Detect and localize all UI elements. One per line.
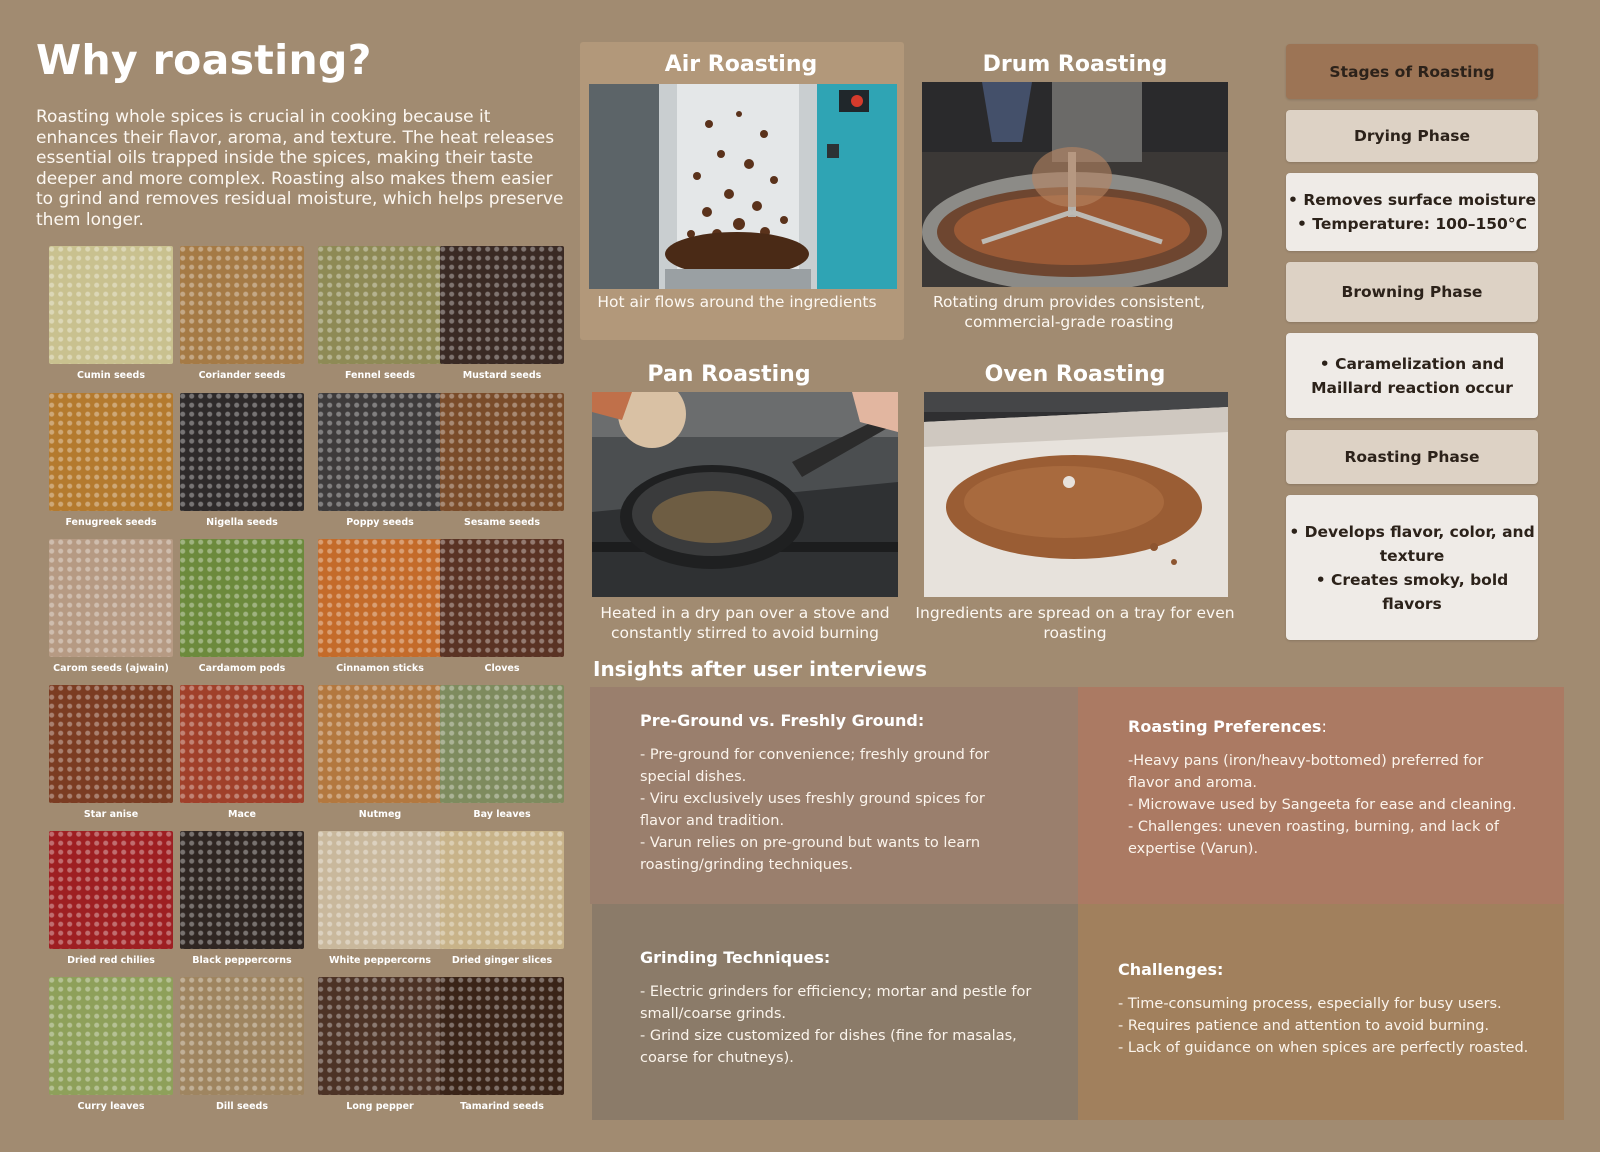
page-title: Why roasting? <box>36 36 372 84</box>
method-pan-roasting <box>574 362 890 642</box>
spice-label: Nutmeg <box>358 809 402 820</box>
stage-point: • Caramelization and <box>1319 354 1505 373</box>
spice-photo <box>180 393 304 511</box>
method-oven-roasting <box>915 362 1235 642</box>
spice-card <box>180 831 304 966</box>
spice-label: Dried red chilies <box>67 955 155 966</box>
spice-photo <box>180 831 304 949</box>
spice-photo <box>440 246 564 364</box>
browning-phase-label: Browning Phase <box>1286 262 1538 322</box>
stage-point: • Removes surface moisture <box>1288 191 1536 209</box>
spice-photo <box>318 246 442 364</box>
insight-heading: Roasting Preferences <box>1128 717 1322 736</box>
spice-card <box>180 246 304 381</box>
spice-photo <box>440 685 564 803</box>
spice-card <box>318 977 442 1112</box>
stage-point: Maillard reaction occur <box>1311 378 1513 397</box>
stage-point: • Creates smoky, bold <box>1315 570 1509 589</box>
drying-phase-details <box>1286 173 1538 251</box>
spice-photo <box>49 539 173 657</box>
spice-photo <box>440 393 564 511</box>
spice-label: Bay leaves <box>473 809 531 820</box>
insight-point: - Challenges: uneven roasting, burning, and lack of expertise (Varun). <box>1128 819 1499 857</box>
insight-point: - Requires patience and attention to avoid burning. <box>1118 1018 1490 1034</box>
insight-point: - Grind size customized for dishes (fine for masalas, coarse for chutneys). <box>640 1028 1017 1066</box>
spice-card <box>49 831 173 966</box>
insight-grinding-techniques <box>592 904 1078 1120</box>
roasting-phase-label: Roasting Phase <box>1286 430 1538 484</box>
spice-photo <box>180 246 304 364</box>
spice-photo <box>318 977 442 1095</box>
spice-card <box>180 977 304 1112</box>
spice-card <box>440 393 564 528</box>
spice-card <box>49 393 173 528</box>
spice-label: Carom seeds (ajwain) <box>53 663 169 674</box>
spice-label: Poppy seeds <box>346 517 414 528</box>
spice-label: White peppercorns <box>328 955 432 966</box>
spice-photo <box>318 685 442 803</box>
method-description: Ingredients are spread on a tray for even roasting <box>915 604 1235 642</box>
spice-label: Nigella seeds <box>206 517 278 528</box>
drying-phase-label: Drying Phase <box>1286 110 1538 162</box>
spice-label: Cardamom pods <box>198 663 286 674</box>
method-drum-roasting <box>918 52 1232 331</box>
heading-colon: : <box>1321 717 1327 736</box>
spice-photo <box>49 393 173 511</box>
insight-heading: Pre-Ground vs. Freshly Ground: <box>640 711 925 730</box>
method-description: Heated in a dry pan over a stove and constantly stirred to avoid burning <box>600 604 890 642</box>
spice-card <box>440 246 564 381</box>
spice-card <box>318 246 442 381</box>
spice-label: Star anise <box>83 809 139 820</box>
drum-roasting-photo <box>922 82 1228 287</box>
spice-card <box>440 539 564 674</box>
method-title: Pan Roasting <box>647 362 811 387</box>
stage-point: • Develops flavor, color, and <box>1289 522 1535 541</box>
spice-label: Dill seeds <box>216 1101 268 1112</box>
method-description: Rotating drum provides consistent, commercial-grade roasting <box>932 293 1206 331</box>
spice-photo <box>49 246 173 364</box>
spice-photo <box>318 831 442 949</box>
spice-card <box>180 539 304 674</box>
stage-point: texture <box>1379 546 1445 565</box>
spice-card <box>180 393 304 528</box>
spice-photo <box>440 831 564 949</box>
spice-card <box>318 393 442 528</box>
spice-card <box>49 539 173 674</box>
spice-card <box>180 685 304 820</box>
spice-label: Mace <box>228 809 256 820</box>
spice-photo <box>318 393 442 511</box>
spice-label: Fennel seeds <box>344 370 416 381</box>
stage-point: flavors <box>1382 594 1442 613</box>
spice-label: Curry leaves <box>77 1101 145 1112</box>
spice-photo <box>440 539 564 657</box>
roasting-phase-details <box>1286 495 1538 640</box>
spice-card <box>440 831 564 966</box>
insight-point: - Pre-ground for convenience; freshly ground for special dishes. <box>640 747 990 785</box>
spice-label: Cloves <box>484 663 520 674</box>
spice-label: Tamarind seeds <box>460 1101 544 1112</box>
spice-label: Cinnamon sticks <box>336 663 424 674</box>
spice-card <box>318 685 442 820</box>
spice-photo <box>180 977 304 1095</box>
air-roasting-photo <box>589 84 897 289</box>
method-title: Drum Roasting <box>982 52 1168 77</box>
stage-point: • Temperature: 100–150°C <box>1297 215 1527 233</box>
insight-point: - Viru exclusively uses freshly ground spices for flavor and tradition. <box>640 791 985 829</box>
intro-paragraph: Roasting whole spices is crucial in cooking because it enhances their flavor, aroma, and texture. The heat releases essential oils trapped inside the spices, making their taste deeper and more complex. Roasting also makes them easier to grind and removes residual moisture, which helps preserve them longer. <box>36 107 564 230</box>
spice-label: Mustard seeds <box>462 370 542 381</box>
pan-roasting-photo <box>592 392 898 597</box>
spice-label: Coriander seeds <box>198 370 286 381</box>
spice-card <box>49 685 173 820</box>
insight-challenges <box>1078 904 1564 1120</box>
spice-label: Dried ginger slices <box>451 955 553 966</box>
method-description: Hot air flows around the ingredients <box>597 293 877 311</box>
spice-photo <box>180 539 304 657</box>
insight-preground <box>590 687 1078 904</box>
stages-header: Stages of Roasting <box>1286 44 1538 99</box>
spice-card <box>440 977 564 1112</box>
method-title: Oven Roasting <box>984 362 1166 387</box>
browning-phase-details <box>1286 333 1538 418</box>
spice-card <box>318 831 442 966</box>
spice-card <box>49 246 173 381</box>
spice-card <box>440 685 564 820</box>
spice-photo <box>318 539 442 657</box>
insights-title: Insights after user interviews <box>593 657 928 681</box>
spice-photo <box>180 685 304 803</box>
spice-card <box>318 539 442 674</box>
insight-heading: Grinding Techniques: <box>640 948 831 967</box>
spice-label: Black peppercorns <box>192 955 292 966</box>
spice-label: Long pepper <box>346 1101 414 1112</box>
insight-point: - Lack of guidance on when spices are perfectly roasted. <box>1118 1040 1529 1056</box>
spice-photo <box>49 977 173 1095</box>
spice-photo <box>440 977 564 1095</box>
insight-point: - Microwave used by Sangeeta for ease and cleaning. <box>1128 797 1517 813</box>
insight-point: -Heavy pans (iron/heavy-bottomed) preferred for flavor and aroma. <box>1128 753 1484 791</box>
insight-heading: Challenges: <box>1118 960 1224 979</box>
oven-roasting-photo <box>924 392 1228 597</box>
spice-label: Cumin seeds <box>77 370 145 381</box>
insight-point: - Varun relies on pre-ground but wants to learn roasting/grinding techniques. <box>640 835 981 873</box>
spice-label: Fenugreek seeds <box>65 517 157 528</box>
spice-photo <box>49 831 173 949</box>
spice-label: Sesame seeds <box>464 517 540 528</box>
method-title: Air Roasting <box>664 52 818 77</box>
spice-card <box>49 977 173 1112</box>
method-air-roasting <box>584 52 898 311</box>
insight-point: - Time-consuming process, especially for busy users. <box>1118 996 1502 1012</box>
insight-roasting-preferences <box>1078 687 1564 904</box>
spice-photo <box>49 685 173 803</box>
insight-point: - Electric grinders for efficiency; mortar and pestle for small/coarse grinds. <box>640 984 1032 1022</box>
